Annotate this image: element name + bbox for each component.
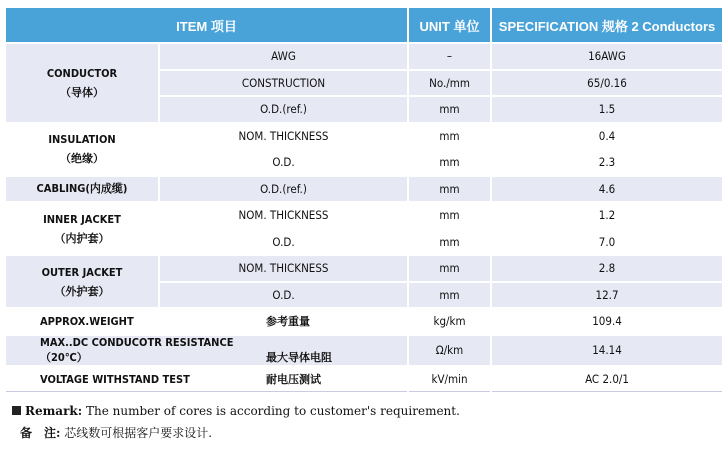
unit-cell: kg/km [408, 308, 491, 335]
value-cell: AC 2.0/1 [491, 366, 723, 392]
item-label-cn: 耐电压测试 [266, 372, 321, 386]
header-unit: UNIT 单位 [408, 7, 491, 43]
item-label-cn: 参考重量 [266, 315, 310, 329]
item-cell: O.D. [159, 149, 408, 176]
unit-cell: mm [408, 96, 491, 123]
table-row [5, 308, 723, 335]
table-row [5, 202, 723, 229]
item-cell: O.D. [159, 282, 408, 309]
remark-text: The number of cores is according to customer's requirement. [85, 404, 460, 418]
unit-cell: kV/min [408, 366, 491, 392]
group-outer-jacket [5, 255, 159, 308]
table-header-row [5, 7, 723, 43]
item-label: MAX..DC CONDUCOTR RESISTANCE（20℃） [40, 335, 234, 364]
remark-text-cn: 芯线数可根据客户要求设计. [64, 426, 213, 440]
unit-cell: No./mm [408, 70, 491, 97]
value-cell: 4.6 [491, 176, 723, 203]
item-label: APPROX.WEIGHT [40, 315, 134, 329]
item-cell: NOM. THICKNESS [159, 123, 408, 150]
value-cell: 1.2 [491, 202, 723, 229]
value-cell: 16AWG [491, 43, 723, 70]
group-label-cn: （绝缘） [60, 152, 104, 165]
value-cell: 14.14 [491, 335, 723, 366]
item-resistance [5, 335, 408, 366]
group-inner-jacket [5, 202, 159, 255]
value-cell: 65/0.16 [491, 70, 723, 97]
item-label-cn: 最大导体电阻 [266, 350, 332, 364]
item-weight [5, 308, 408, 335]
table-row [5, 335, 723, 366]
unit-cell: mm [408, 176, 491, 203]
item-cell: NOM. THICKNESS [159, 255, 408, 282]
value-cell: 1.5 [491, 96, 723, 123]
group-label-cn: （外护套） [54, 284, 110, 298]
table-row [5, 255, 723, 282]
unit-cell: mm [408, 149, 491, 176]
remarks [12, 400, 460, 444]
item-cell: CONSTRUCTION [159, 70, 408, 97]
group-label: INSULATION [48, 133, 116, 146]
unit-cell: mm [408, 123, 491, 150]
unit-cell: – [408, 43, 491, 70]
header-spec: SPECIFICATION 规格 2 Conductors [491, 7, 723, 43]
item-label: VOLTAGE WITHSTAND TEST [40, 372, 190, 386]
item-cell: O.D.(ref.) [159, 96, 408, 123]
item-cell: O.D.(ref.) [159, 176, 408, 203]
item-cell: AWG [159, 43, 408, 70]
value-cell: 0.4 [491, 123, 723, 150]
remark-label-cn: 备 注: [20, 426, 61, 440]
unit-cell: mm [408, 255, 491, 282]
table-row [5, 366, 723, 392]
value-cell: 109.4 [491, 308, 723, 335]
item-cell: NOM. THICKNESS [159, 202, 408, 229]
group-insulation [5, 123, 159, 176]
value-cell: 7.0 [491, 229, 723, 256]
item-cell: O.D. [159, 229, 408, 256]
group-label-cn: （导体） [60, 85, 104, 99]
unit-cell: mm [408, 229, 491, 256]
group-label: CONDUCTOR [46, 66, 118, 80]
header-item: ITEM 项目 [5, 7, 408, 43]
specification-table [4, 6, 724, 392]
group-cabling: CABLING(内成缆) [5, 176, 159, 203]
group-label: INNER JACKET [43, 212, 121, 226]
unit-cell: Ω/km [408, 335, 491, 366]
table-row [5, 176, 723, 203]
value-cell: 2.8 [491, 255, 723, 282]
remark-line-cn [12, 422, 460, 444]
table-row [5, 43, 723, 70]
remark-label: Remark: [25, 404, 83, 418]
square-bullet-icon [12, 406, 21, 415]
table-row [5, 123, 723, 150]
group-label: OUTER JACKET [41, 265, 123, 279]
unit-cell: mm [408, 202, 491, 229]
remark-line [12, 400, 460, 422]
group-conductor [5, 43, 159, 123]
value-cell: 2.3 [491, 149, 723, 176]
group-label-cn: （内护套） [54, 231, 110, 245]
item-voltage [5, 366, 408, 392]
unit-cell: mm [408, 282, 491, 309]
value-cell: 12.7 [491, 282, 723, 309]
